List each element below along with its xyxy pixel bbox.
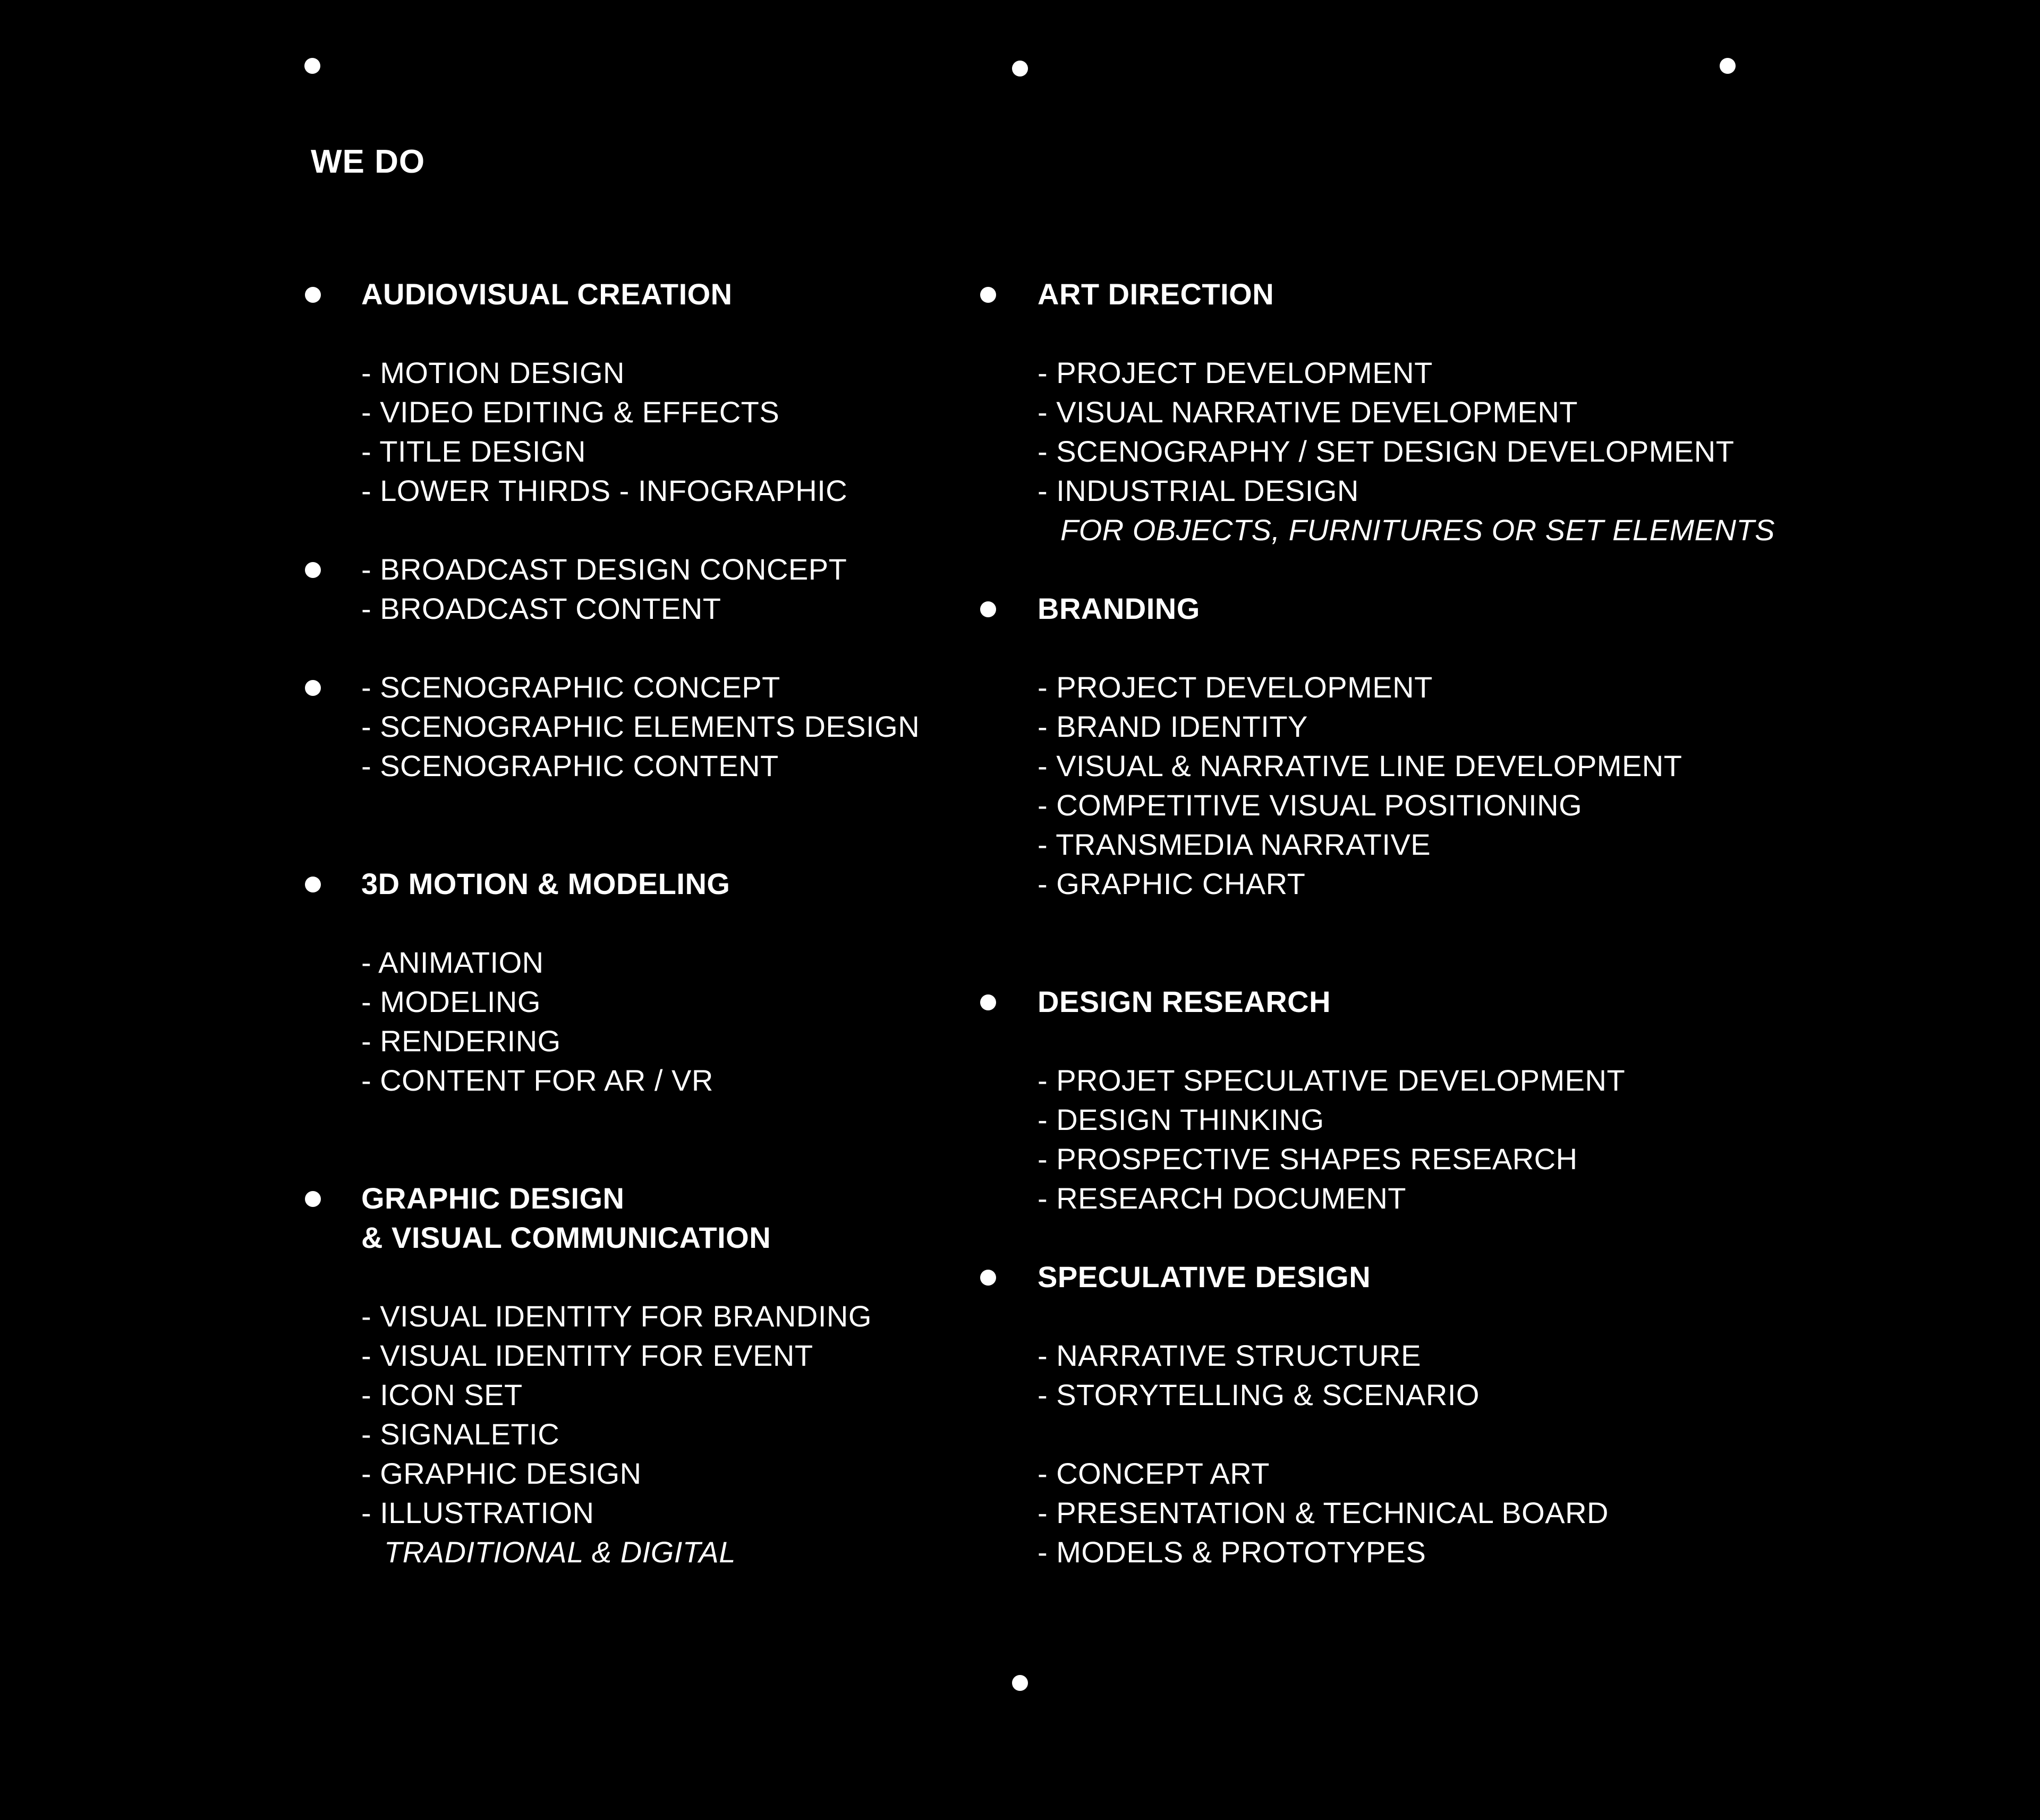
service-item: - STORYTELLING & SCENARIO: [1038, 1378, 1480, 1411]
service-item: - SCENOGRAPHY / SET DESIGN DEVELOPMENT: [1038, 435, 1735, 468]
service-item: - PROJECT DEVELOPMENT: [1038, 670, 1433, 704]
service-item: - RESEARCH DOCUMENT: [1038, 1181, 1406, 1215]
section-bullet: [980, 994, 996, 1010]
section-title-graphic-design-line-2: & VISUAL COMMUNICATION: [361, 1221, 771, 1254]
section-title-art-direction: ART DIRECTION: [1038, 277, 1274, 311]
service-item: - PROJECT DEVELOPMENT: [1038, 356, 1433, 389]
service-item-note: FOR OBJECTS, FURNITURES OR SET ELEMENTS: [1060, 513, 1775, 547]
section-bullet: [305, 287, 321, 303]
section-title-graphic-design: GRAPHIC DESIGN: [361, 1181, 625, 1215]
service-item: - BRAND IDENTITY: [1038, 710, 1308, 743]
service-item: - ANIMATION: [361, 946, 544, 979]
service-item: - CONTENT FOR AR / VR: [361, 1064, 713, 1097]
service-item: - GRAPHIC DESIGN: [361, 1457, 642, 1490]
service-item: - VISUAL NARRATIVE DEVELOPMENT: [1038, 395, 1578, 429]
service-item: - VISUAL & NARRATIVE LINE DEVELOPMENT: [1038, 749, 1682, 783]
section-bullet: [305, 877, 321, 892]
service-item: - LOWER THIRDS - INFOGRAPHIC: [361, 474, 848, 507]
service-item: - COMPETITIVE VISUAL POSITIONING: [1038, 788, 1583, 822]
corner-dot-top-center: [1012, 61, 1028, 76]
service-item: - MODELS & PROTOTYPES: [1038, 1535, 1426, 1569]
section-title-design-research: DESIGN RESEARCH: [1038, 985, 1331, 1018]
service-item: - TITLE DESIGN: [361, 435, 586, 468]
service-item: - MODELING: [361, 985, 541, 1018]
section-bullet: [305, 562, 321, 578]
service-item: - VISUAL IDENTITY FOR BRANDING: [361, 1299, 872, 1333]
service-item: - SCENOGRAPHIC CONCEPT: [361, 670, 780, 704]
service-item: - CONCEPT ART: [1038, 1457, 1270, 1490]
page-title: WE DO: [311, 143, 426, 180]
service-item: - PROSPECTIVE SHAPES RESEARCH: [1038, 1142, 1578, 1176]
service-item: - BROADCAST CONTENT: [361, 592, 721, 625]
section-bullet: [305, 680, 321, 696]
section-bullet: [980, 601, 996, 617]
section-bullet: [980, 1270, 996, 1286]
service-item: - RENDERING: [361, 1024, 561, 1058]
service-item: - SIGNALETIC: [361, 1417, 560, 1451]
service-item: - VIDEO EDITING & EFFECTS: [361, 395, 780, 429]
service-item: - SCENOGRAPHIC ELEMENTS DESIGN: [361, 710, 920, 743]
section-title-3d-motion: 3D MOTION & MODELING: [361, 867, 730, 900]
service-item: - DESIGN THINKING: [1038, 1103, 1324, 1136]
service-item: - TRANSMEDIA NARRATIVE: [1038, 828, 1431, 861]
service-item: - PROJET SPECULATIVE DEVELOPMENT: [1038, 1064, 1626, 1097]
service-item: - ICON SET: [361, 1378, 523, 1411]
section-title-branding: BRANDING: [1038, 592, 1200, 625]
service-item: - VISUAL IDENTITY FOR EVENT: [361, 1339, 813, 1372]
section-title-audiovisual-creation: AUDIOVISUAL CREATION: [361, 277, 733, 311]
section-bullet: [305, 1191, 321, 1207]
service-item: - NARRATIVE STRUCTURE: [1038, 1339, 1421, 1372]
corner-dot-bottom-center: [1012, 1675, 1028, 1691]
service-item: - ILLUSTRATION: [361, 1496, 594, 1529]
service-item: - PRESENTATION & TECHNICAL BOARD: [1038, 1496, 1609, 1529]
service-item: - BROADCAST DESIGN CONCEPT: [361, 552, 847, 586]
corner-dot-top-right: [1720, 58, 1736, 74]
service-item: - GRAPHIC CHART: [1038, 867, 1306, 900]
service-item-note: TRADITIONAL & DIGITAL: [384, 1535, 736, 1569]
service-item: - INDUSTRIAL DESIGN: [1038, 474, 1359, 507]
service-item: - MOTION DESIGN: [361, 356, 625, 389]
service-item: - SCENOGRAPHIC CONTENT: [361, 749, 779, 783]
corner-dot-top-left: [304, 58, 320, 74]
section-title-speculative-design: SPECULATIVE DESIGN: [1038, 1260, 1371, 1294]
section-bullet: [980, 287, 996, 303]
